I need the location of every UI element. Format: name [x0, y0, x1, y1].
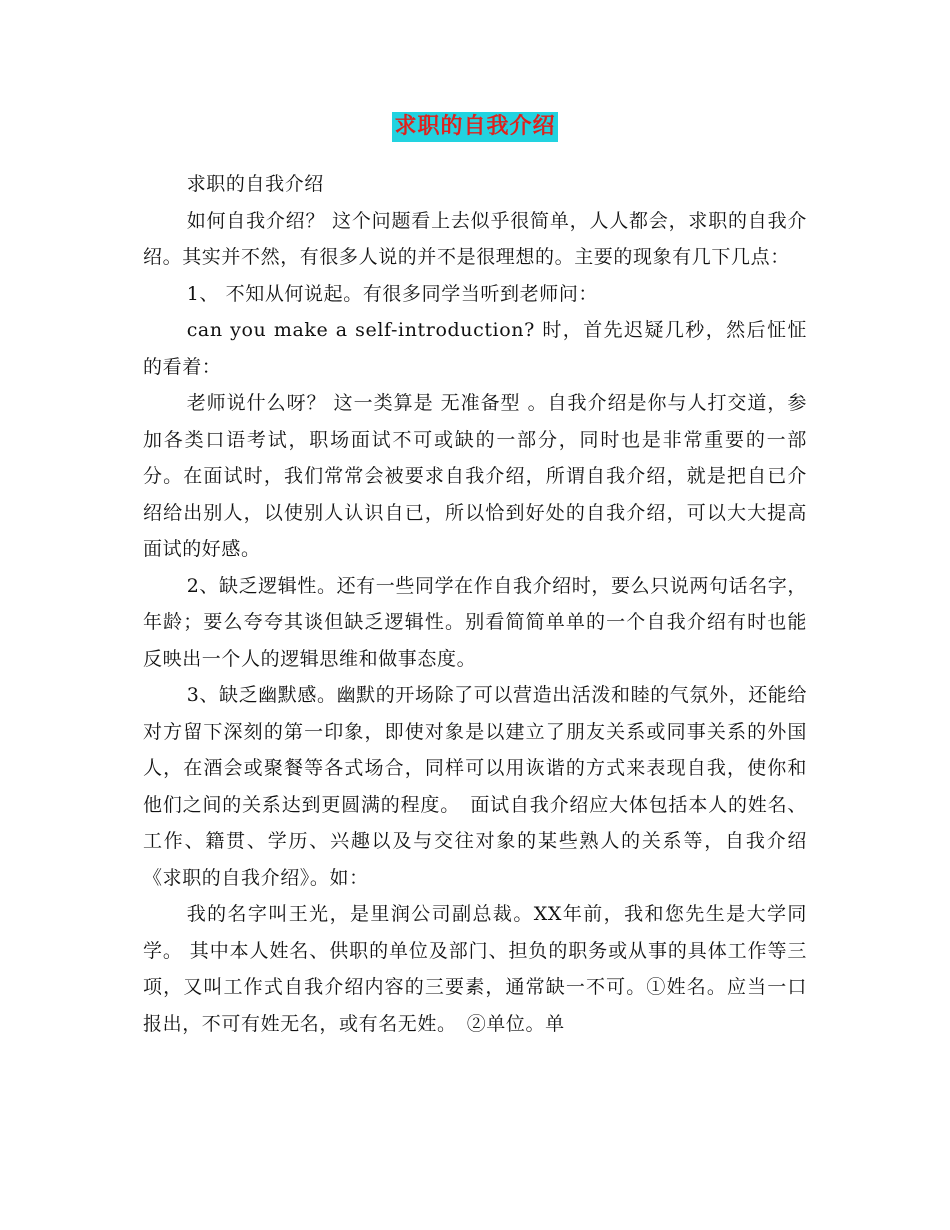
paragraph-example: 我的名字叫王光，是里润公司副总裁。XX年前，我和您先生是大学同学。 其中本人姓名、供职的单位及部门、担负的职务或从事的具体工作等三项，又叫工作式自我介绍内容的三要素，通常缺一不可。①姓名。应当一口报出，不可有姓无名，或有名无姓。 ②单位。单	[143, 903, 807, 1035]
paragraph-point-3: 3、缺乏幽默感。幽默的开场除了可以营造出活泼和睦的气氛外，还能给对方留下深刻的第一印象，即使对象是以建立了朋友关系或同事关系的外国人，在酒会或聚餐等各式场合，同样可以用诙谐的方式来表现自我，使你和他们之间的关系达到更圆满的程度。 面试自我介绍应大体包括本人的姓名、工作、籍贯、学历、兴趣以及与交往对象的某些熟人的关系等，自我介绍《求职的自我介绍》。如：	[143, 684, 807, 889]
title-container	[0, 112, 950, 142]
document-title: 求职的自我介绍	[392, 112, 557, 142]
paragraph-subtitle: 求职的自我介绍	[186, 173, 324, 195]
paragraph-question: can you make a self-introduction? 时，首先迟疑几秒，然后怔怔的看着：	[143, 319, 807, 378]
paragraph-point-1: 1、 不知从何说起。有很多同学当听到老师问：	[186, 282, 599, 305]
paragraph-intro: 如何自我介绍？ 这个问题看上去似乎很简单，人人都会，求职的自我介绍。其实并不然，有很多人说的并不是很理想的。主要的现象有几下几点：	[143, 209, 807, 268]
document-body	[143, 166, 807, 1042]
paragraph-unprepared: 老师说什么呀？ 这一类算是 无准备型 。自我介绍是你与人打交道，参加各类口语考试，职场面试不可或缺的一部分，同时也是非常重要的一部分。在面试时，我们常常会被要求自我介绍，所谓自我介绍，就是把自已介绍给出别人，以使别人认识自已，所以恰到好处的自我介绍，可以大大提高面试的好感。	[143, 392, 807, 560]
paragraph-point-2: 2、缺乏逻辑性。还有一些同学在作自我介绍时，要么只说两句话名字，年龄；要么夸夸其谈但缺乏逻辑性。别看简简单单的一个自我介绍有时也能反映出一个人的逻辑思维和做事态度。	[143, 574, 807, 670]
